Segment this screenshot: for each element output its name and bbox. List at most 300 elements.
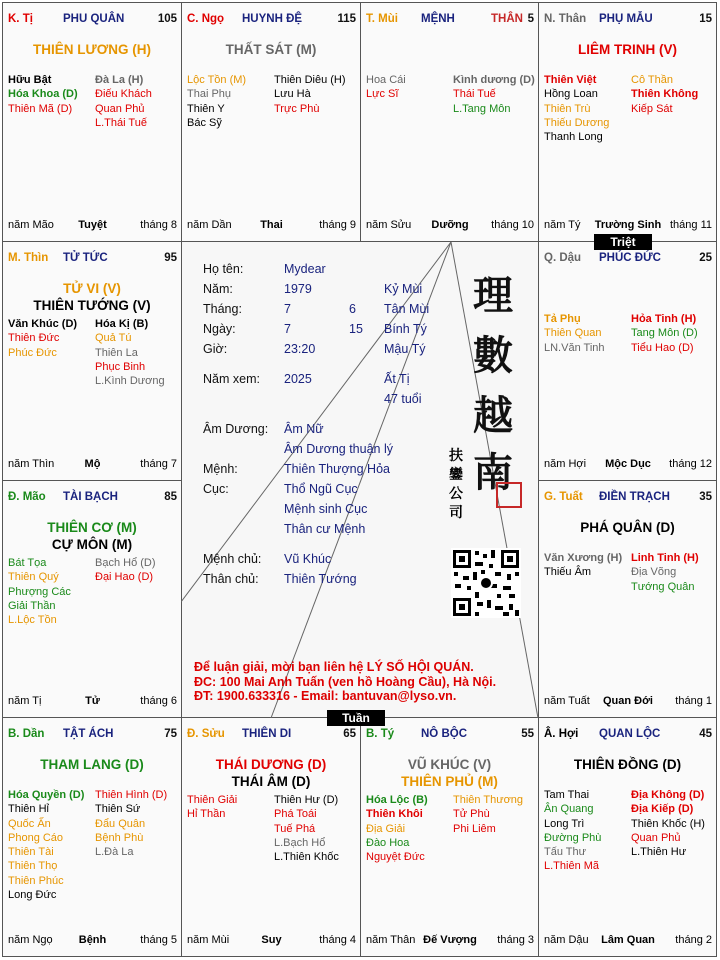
palace-name: NÔ BỘC <box>421 728 467 740</box>
nguyet-han-month: tháng 11 <box>669 219 712 231</box>
earthly-branch: B. Dần <box>8 728 45 740</box>
palace-name: PHỤ MẪU <box>599 13 653 25</box>
palace-header <box>544 728 712 742</box>
thanchu-value: Thiên Tướng <box>284 572 357 586</box>
minor-star: Hỉ Thần <box>187 808 226 821</box>
minor-star: Cô Thần <box>631 74 673 86</box>
year-value: 1979 <box>284 282 312 296</box>
month-can: Tân Mùi <box>384 302 430 316</box>
palace-header <box>544 252 712 266</box>
minor-star: Thiên Y <box>187 102 225 115</box>
main-star: TỬ VI (V) <box>63 281 121 296</box>
truong-sinh-stage: Bệnh <box>78 934 107 946</box>
minor-star: Thiên Hỉ <box>8 803 49 816</box>
palace-mui <box>360 2 539 242</box>
minor-stars-left <box>366 793 428 864</box>
dai-han-number: 35 <box>699 491 712 503</box>
nguyet-han-month: tháng 10 <box>491 219 534 231</box>
minor-star: Thiên Tài <box>8 846 54 859</box>
minor-star: Hữu Bật <box>8 74 52 86</box>
minor-star: Phi Liêm <box>453 822 496 835</box>
triet-marker: Triệt <box>594 234 652 250</box>
palace-ngo <box>181 2 361 242</box>
nguyet-han-month: tháng 1 <box>675 695 712 707</box>
truong-sinh-stage: Mộ <box>84 458 101 470</box>
palace-name: MỆNH <box>421 13 455 25</box>
palace-hoi <box>538 717 717 957</box>
day-label: Ngày: <box>203 322 236 336</box>
minor-star: Kình dương (D) <box>453 74 535 86</box>
contact-line-1: Để luận giải, mời bạn liên hệ LÝ SỐ HỘI QUÁN. <box>194 660 474 674</box>
contact-address: ĐC: 100 Mai Anh Tuấn (ven hồ Hoàng Cầu), Hà Nội. <box>194 674 497 689</box>
minor-star: Tiểu Hao (D) <box>631 341 694 354</box>
palace-name: PHU QUÂN <box>63 13 125 25</box>
logo-side-text <box>449 447 465 523</box>
minor-star: Thái Tuế <box>453 88 496 101</box>
palace-dan <box>2 717 182 957</box>
minor-star: Thanh Long <box>544 131 603 144</box>
minor-star: Điếu Khách <box>95 88 152 101</box>
nguyet-han-month: tháng 7 <box>140 458 177 470</box>
palace-name: HUYNH ĐỆ <box>242 13 303 25</box>
minor-star: Đại Hao (D) <box>95 571 154 584</box>
dai-han-number: 55 <box>521 728 534 740</box>
nguyet-han-month: tháng 5 <box>140 934 177 946</box>
minor-star: L.Thái Tuế <box>95 116 147 129</box>
view-year-can: Ất Tị <box>384 372 410 386</box>
main-star: THIÊN LƯƠNG (H) <box>33 42 151 57</box>
dai-han-number: 115 <box>337 13 356 25</box>
palace-footer <box>187 934 356 948</box>
palace-ty-tu <box>360 717 539 957</box>
truong-sinh-stage: Suy <box>261 934 282 946</box>
main-star: THAM LANG (D) <box>40 757 144 772</box>
minor-star: Thiên Hình (D) <box>95 789 168 801</box>
minor-star: Phong Cáo <box>8 831 64 844</box>
menhchu-value: Vũ Khúc <box>284 552 332 566</box>
minor-star: Phá Toái <box>274 808 317 821</box>
earthly-branch: K. Tị <box>8 13 33 25</box>
minor-stars-right <box>95 556 156 585</box>
truong-sinh-stage: Lâm Quan <box>601 934 655 946</box>
main-star: THẤT SÁT (M) <box>225 42 317 57</box>
main-star: THIÊN ĐỒNG (D) <box>573 757 682 772</box>
main-star: PHÁ QUÂN (D) <box>580 520 675 535</box>
minor-star: Lộc Tồn (M) <box>187 74 247 86</box>
day-lunar: 15 <box>349 322 363 336</box>
minor-stars-left <box>544 551 622 580</box>
view-year-label: Năm xem: <box>203 372 260 386</box>
minor-star: Tử Phù <box>453 808 490 821</box>
palace-header <box>366 13 534 27</box>
dai-han-number: 5 <box>527 13 534 25</box>
minor-star: Thiên Sứ <box>95 803 141 816</box>
minor-star: Tả Phụ <box>544 313 581 325</box>
minor-star: Quan Phủ <box>631 831 681 844</box>
minor-stars-right <box>95 788 167 859</box>
month-lunar: 6 <box>349 302 356 316</box>
palace-thin <box>2 241 182 481</box>
minor-stars-right <box>453 73 535 116</box>
logo-char-2: 數 <box>473 332 513 379</box>
main-star: VŨ KHÚC (V) <box>407 757 492 772</box>
palace-name: THIÊN DI <box>242 728 292 740</box>
minor-star: L.Bạch Hổ <box>274 836 326 849</box>
logo-side-char: 公 <box>449 486 463 502</box>
nguyet-han-month: tháng 6 <box>140 695 177 707</box>
main-star: THIÊN CƠ (M) <box>47 520 137 535</box>
minor-star: Thiên Không <box>631 88 699 101</box>
minor-stars-left <box>544 312 605 355</box>
minor-star: Ân Quang <box>544 803 594 816</box>
earthly-branch: B. Tý <box>366 728 395 740</box>
minor-star: Thiên Phúc <box>8 874 64 887</box>
palace-than <box>538 2 717 242</box>
palace-footer <box>544 458 712 472</box>
dai-han-number: 85 <box>164 491 177 503</box>
minor-star: Phúc Đức <box>8 346 57 359</box>
year-label: Năm: <box>203 282 233 296</box>
minor-star: Lực Sĩ <box>366 88 399 101</box>
truong-sinh-stage: Thai <box>260 219 283 231</box>
day-can: Bính Tý <box>384 322 427 336</box>
minor-star: Thiên Mã (D) <box>8 102 73 115</box>
minor-star: Quả Tú <box>95 332 132 345</box>
minor-star: Hóa Kị (B) <box>95 318 149 330</box>
minor-star: Thiên Quan <box>544 327 602 340</box>
minor-star: Tướng Quân <box>631 580 695 593</box>
truong-sinh-stage: Đế Vượng <box>423 934 477 946</box>
tieu-han-year: năm Tuất <box>544 695 590 707</box>
palace-header <box>187 13 356 27</box>
dai-han-number: 95 <box>164 252 177 264</box>
minor-star: Đường Phù <box>544 831 602 844</box>
minor-star: Tấu Thư <box>544 846 587 859</box>
palace-tuat <box>538 480 717 718</box>
minor-stars-right <box>631 788 705 859</box>
main-stars <box>182 756 360 790</box>
minor-stars-right <box>95 317 165 388</box>
dai-han-number: 45 <box>699 728 712 740</box>
minor-star: Quốc Ấn <box>8 817 51 830</box>
main-stars <box>539 41 716 58</box>
tieu-han-year: năm Ngọ <box>8 934 53 946</box>
logo-char-4: 南 <box>473 449 513 496</box>
minor-star: Trực Phù <box>274 102 320 115</box>
nguyet-han-month: tháng 3 <box>497 934 534 946</box>
main-stars <box>361 756 538 790</box>
earthly-branch: M. Thìn <box>8 252 49 264</box>
cuc-label: Cục: <box>203 482 229 496</box>
minor-star: Phục Binh <box>95 360 146 373</box>
palace-header <box>544 491 712 505</box>
minor-star: Thiên Thương <box>453 794 524 806</box>
palace-header <box>366 728 534 742</box>
main-star: LIÊM TRINH (V) <box>578 42 677 57</box>
minor-stars-left <box>544 73 609 144</box>
minor-star: Lưu Hà <box>274 88 311 101</box>
main-stars <box>3 756 181 773</box>
minor-star: Phượng Các <box>8 585 71 598</box>
palace-ty <box>2 2 182 242</box>
minor-star: Tuế Phá <box>274 822 316 835</box>
palace-footer <box>366 219 534 233</box>
red-seal-stamp <box>496 482 522 508</box>
minor-stars-right <box>631 73 698 116</box>
minor-star: Đà La (H) <box>95 74 144 86</box>
nguyet-han-month: tháng 8 <box>140 219 177 231</box>
palace-header <box>8 252 177 266</box>
minor-star: Giải Thần <box>8 599 56 612</box>
truong-sinh-stage: Trường Sinh <box>594 219 662 231</box>
tieu-han-year: năm Dần <box>187 219 232 231</box>
menh-label: Mệnh: <box>203 462 238 476</box>
main-star: CỰ MÔN (M) <box>51 537 133 552</box>
minor-star: Bát Tọa <box>8 557 47 569</box>
main-stars <box>3 519 181 553</box>
qr-code <box>451 548 521 618</box>
minor-star: Hóa Lộc (B) <box>366 794 428 806</box>
palace-footer <box>544 219 712 233</box>
earthly-branch: N. Thân <box>544 13 587 25</box>
palace-suu <box>181 717 361 957</box>
earthly-branch: Â. Hợi <box>544 728 579 740</box>
dai-han-number: 65 <box>343 728 356 740</box>
minor-stars-left <box>8 73 78 116</box>
truong-sinh-stage: Mộc Dục <box>605 458 651 470</box>
dai-han-number: 15 <box>699 13 712 25</box>
minor-star: Hỏa Tinh (H) <box>631 313 697 325</box>
tieu-han-year: năm Sửu <box>366 219 412 231</box>
main-star: THIÊN PHỦ (M) <box>401 774 498 789</box>
palace-name: TÀI BẠCH <box>63 491 118 503</box>
minor-star: Địa Kiếp (D) <box>631 803 694 816</box>
minor-star: Nguyệt Đức <box>366 851 425 864</box>
tieu-han-year: năm Dậu <box>544 934 589 946</box>
thanchu-label: Thân chủ: <box>203 572 259 586</box>
dai-han-number: 105 <box>157 13 177 25</box>
minor-star: Thiên Diêu (H) <box>274 74 346 86</box>
tieu-han-year: năm Thìn <box>8 458 55 470</box>
minor-star: Bạch Hổ (D) <box>95 557 156 569</box>
main-star: THÁI ÂM (D) <box>231 774 311 789</box>
minor-star: Văn Khúc (D) <box>8 318 78 330</box>
tuan-marker: Tuần <box>327 710 385 726</box>
minor-star: Hóa Khoa (D) <box>8 88 78 101</box>
main-stars <box>3 41 181 58</box>
minor-star: Địa Giải <box>366 822 406 835</box>
menhchu-label: Mệnh chủ: <box>203 552 262 566</box>
minor-star: Kiếp Sát <box>631 102 673 115</box>
earthly-branch: Q. Dậu <box>544 252 582 264</box>
logo-side-char: 司 <box>449 505 463 521</box>
dai-han-number: 25 <box>699 252 712 264</box>
minor-star: Thiên Khôi <box>366 808 423 821</box>
minor-stars-right <box>274 73 346 116</box>
tieu-han-year: năm Mùi <box>187 934 230 946</box>
palace-header <box>8 728 177 742</box>
palace-footer <box>8 458 177 472</box>
earthly-branch: T. Mùi <box>366 13 398 25</box>
amduong-label: Âm Dương: <box>203 422 269 436</box>
minor-star: Thiên Việt <box>544 74 597 86</box>
logo-side-char: 扶 <box>449 448 463 464</box>
minor-star: L.Tang Môn <box>453 102 511 115</box>
minor-stars-right <box>453 793 523 836</box>
minor-star: Long Trì <box>544 817 585 830</box>
earthly-branch: Đ. Mão <box>8 491 46 503</box>
minor-stars-left <box>8 556 71 627</box>
view-year-value: 2025 <box>284 372 312 386</box>
main-stars <box>182 41 360 58</box>
minor-star: Hồng Loan <box>544 88 598 101</box>
palace-footer <box>8 695 177 709</box>
nguyet-han-month: tháng 4 <box>319 934 356 946</box>
tieu-han-year: năm Tý <box>544 219 581 231</box>
minor-star: LN.Văn Tinh <box>544 341 605 354</box>
minor-stars-right <box>631 551 699 594</box>
menh-value: Thiên Thượng Hỏa <box>284 462 390 476</box>
nguyet-han-month: tháng 12 <box>669 458 712 470</box>
minor-stars-right <box>631 312 698 355</box>
minor-star: Tang Môn (D) <box>631 327 698 340</box>
truong-sinh-stage: Tuyệt <box>78 219 107 231</box>
minor-star: Thiếu Dương <box>544 116 610 129</box>
palace-name: ĐIỀN TRẠCH <box>599 491 670 503</box>
tieu-han-year: năm Hợi <box>544 458 587 470</box>
main-stars <box>539 756 716 773</box>
minor-star: Địa Võng <box>631 566 677 579</box>
earthly-branch: C. Ngọ <box>187 13 225 25</box>
minor-stars-left <box>8 788 84 902</box>
minor-star: Bác Sỹ <box>187 116 222 129</box>
contact-block <box>194 660 496 704</box>
minor-star: L.Đà La <box>95 846 134 859</box>
name-value: Mydear <box>284 262 326 276</box>
logo-char-1: 理 <box>473 272 513 319</box>
month-solar: 7 <box>284 302 291 316</box>
logo-side-char: 鑾 <box>449 467 463 483</box>
minor-star: Thai Phụ <box>187 88 232 101</box>
earthly-branch: Đ. Sửu <box>187 728 225 740</box>
minor-star: Quan Phủ <box>95 102 145 115</box>
palace-name: TẬT ÁCH <box>63 728 114 740</box>
minor-star: Thiếu Âm <box>544 566 592 579</box>
minor-star: Thiên Hư (D) <box>274 794 339 806</box>
earthly-branch: G. Tuất <box>544 491 583 503</box>
minor-star: Linh Tinh (H) <box>631 552 699 564</box>
minor-stars-right <box>274 793 339 864</box>
minor-star: L.Thiên Khốc <box>274 851 339 864</box>
minor-star: L.Lộc Tồn <box>8 614 57 627</box>
truong-sinh-stage: Quan Đới <box>603 695 653 707</box>
cuc-value: Thổ Ngũ Cục <box>284 482 358 496</box>
main-stars <box>3 280 181 314</box>
cuc-relation: Mệnh sinh Cục <box>284 502 368 516</box>
palace-header <box>8 13 177 27</box>
truong-sinh-stage: Dưỡng <box>431 219 469 231</box>
month-label: Tháng: <box>203 302 242 316</box>
palace-dau <box>538 241 717 481</box>
palace-name: QUAN LỘC <box>599 728 661 740</box>
name-label: Họ tên: <box>203 262 244 276</box>
minor-stars-left <box>544 788 601 874</box>
minor-star: Thiên Khốc (H) <box>631 817 705 830</box>
logo-char-3: 越 <box>473 392 513 439</box>
palace-footer <box>8 934 177 948</box>
palace-name: PHÚC ĐỨC <box>599 252 661 264</box>
than-cu: Thân cư Mệnh <box>284 522 366 536</box>
palace-footer <box>544 934 712 948</box>
minor-stars-left <box>187 73 246 130</box>
minor-star: Hoa Cái <box>366 74 406 86</box>
minor-star: Long Đức <box>8 889 57 902</box>
palace-header <box>8 491 177 505</box>
main-stars <box>539 519 716 536</box>
dai-han-number: 75 <box>164 728 177 740</box>
minor-star: Bệnh Phù <box>95 831 144 844</box>
hour-can: Mậu Tý <box>384 342 426 356</box>
tieu-han-year: năm Thân <box>366 934 416 946</box>
palace-mao <box>2 480 182 718</box>
minor-star: L.Kình Dương <box>95 375 165 388</box>
palace-footer <box>8 219 177 233</box>
tieu-han-year: năm Tị <box>8 695 42 707</box>
main-star: THIÊN TƯỚNG (V) <box>33 298 151 313</box>
contact-phone-email: ĐT: 1900.633316 - Email: bantuvan@lyso.vn. <box>194 689 457 703</box>
minor-star: Thiên Đức <box>8 332 60 345</box>
minor-star: Tam Thai <box>544 789 590 801</box>
hour-value: 23:20 <box>284 342 316 356</box>
minor-star: Thiên Giải <box>187 794 238 806</box>
minor-star: Thiên Trù <box>544 102 591 115</box>
minor-star: Thiên Quý <box>8 571 59 584</box>
palace-header <box>187 728 356 742</box>
main-star: THÁI DƯƠNG (D) <box>215 757 327 772</box>
year-can: Kỷ Mùi <box>384 282 423 296</box>
nguyet-han-month: tháng 9 <box>319 219 356 231</box>
palace-name: TỬ TỨC <box>63 252 108 264</box>
minor-stars-right <box>95 73 152 130</box>
minor-stars-left <box>187 793 237 822</box>
day-solar: 7 <box>284 322 291 336</box>
minor-star: L.Thiên Hư <box>631 846 687 859</box>
minor-stars-left <box>366 73 406 102</box>
minor-star: Thiên La <box>95 346 138 359</box>
hour-label: Giờ: <box>203 342 228 356</box>
amduong-relation: Âm Dương thuận lý <box>284 442 393 456</box>
age-value: 47 tuổi <box>384 392 422 406</box>
minor-star: Thiên Thọ <box>8 860 58 873</box>
minor-star: Đào Hoa <box>366 836 410 849</box>
palace-footer <box>187 219 356 233</box>
minor-star: Văn Xương (H) <box>544 552 623 564</box>
minor-star: Đẩu Quân <box>95 817 146 830</box>
nguyet-han-month: tháng 2 <box>675 934 712 946</box>
minor-star: L.Thiên Mã <box>544 860 600 873</box>
minor-stars-left <box>8 317 77 360</box>
minor-star: Hóa Quyền (D) <box>8 789 85 801</box>
palace-footer <box>366 934 534 948</box>
tieu-han-year: năm Mão <box>8 219 54 231</box>
minor-star: Địa Không (D) <box>631 789 705 801</box>
palace-than: THÂN <box>491 13 523 25</box>
center-panel <box>181 242 538 718</box>
truong-sinh-stage: Tử <box>85 695 100 707</box>
amduong-value: Âm Nữ <box>284 422 324 436</box>
palace-header <box>544 13 712 27</box>
palace-footer <box>544 695 712 709</box>
